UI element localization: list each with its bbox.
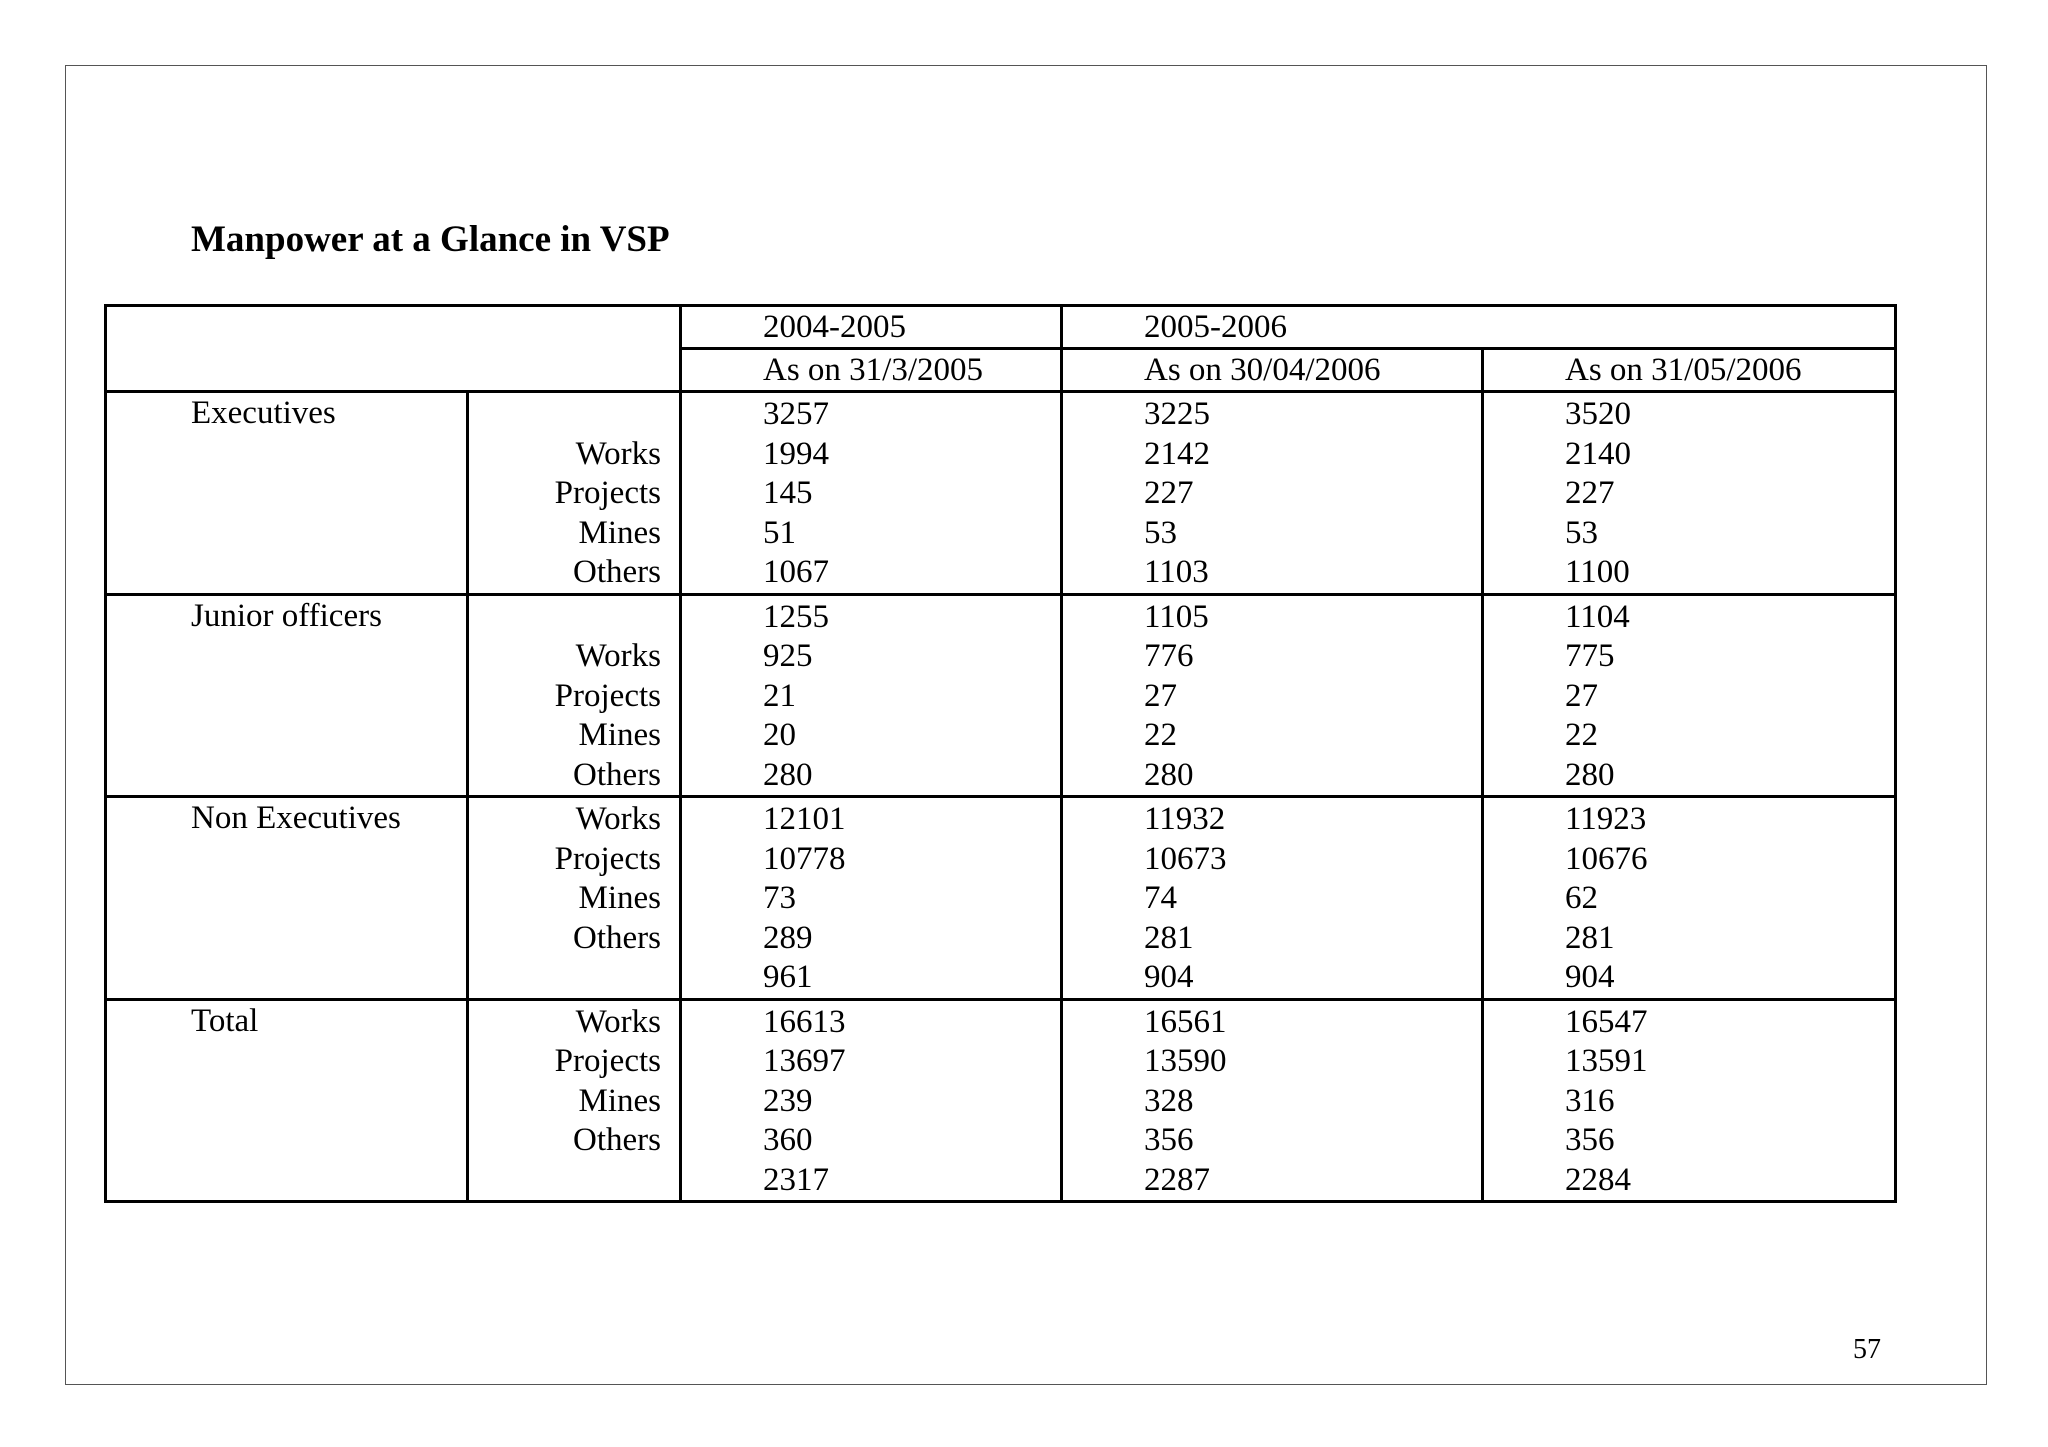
value: 20: [763, 717, 796, 753]
value: 16561: [1144, 1003, 1227, 1040]
subcategory-label: Projects: [554, 840, 661, 877]
value: 356: [1144, 1122, 1194, 1158]
value: 1994: [763, 435, 829, 472]
value: 51: [763, 514, 796, 551]
value: 328: [1144, 1082, 1194, 1119]
value: 2287: [1144, 1161, 1210, 1198]
subcategory-label: Mines: [578, 880, 661, 916]
value: 1067: [763, 554, 829, 590]
subcategory-label: [469, 395, 661, 435]
subcategory-label: Works: [575, 801, 661, 837]
header-row-years: [106, 306, 1896, 349]
value-cell-col3: [1483, 797, 1896, 1000]
value: 356: [1565, 1122, 1615, 1158]
manpower-table: [104, 304, 1897, 1203]
value: 10778: [763, 840, 846, 877]
value: 280: [763, 756, 813, 793]
subcategory-label: Projects: [554, 677, 661, 714]
value: 280: [1565, 756, 1615, 793]
value: 22: [1144, 717, 1177, 753]
value-cell-col1: [681, 999, 1062, 1202]
category-label: Junior officers: [106, 594, 468, 797]
category-label: Non Executives: [106, 797, 468, 1000]
header-blank-cell: [106, 306, 681, 392]
value: 281: [1565, 919, 1615, 956]
category-label: Total: [106, 999, 468, 1202]
subcategory-label: Others: [573, 554, 661, 590]
value-cell-col2: [1062, 594, 1483, 797]
value-cell-col3: [1483, 594, 1896, 797]
value: 360: [763, 1122, 813, 1158]
value-cell-col2: [1062, 999, 1483, 1202]
subcategory-cell: [468, 594, 681, 797]
value: 11932: [1144, 801, 1226, 837]
subcategory-label: [469, 1161, 661, 1201]
header-year-2004-2005: 2004-2005: [681, 306, 1062, 349]
value: 3225: [1144, 396, 1210, 432]
value: 11923: [1565, 801, 1647, 837]
value: 316: [1565, 1082, 1615, 1119]
subcategory-label: Projects: [554, 1043, 661, 1079]
subcategory-label: Others: [573, 919, 661, 956]
value-cell-col1: [681, 392, 1062, 595]
value: 1104: [1565, 598, 1630, 635]
value: 1255: [763, 598, 829, 635]
subcategory-cell: [468, 392, 681, 595]
subcategory-label: Works: [575, 1003, 661, 1040]
value: 961: [763, 959, 813, 995]
subcategory-label: Others: [573, 756, 661, 793]
subcategory-cell: [468, 797, 681, 1000]
value: 227: [1565, 475, 1615, 511]
value: 53: [1144, 514, 1177, 551]
value: 73: [763, 880, 796, 916]
value: 10676: [1565, 840, 1648, 877]
header-date-col2: As on 30/04/2006: [1062, 349, 1483, 392]
value: 1100: [1565, 554, 1630, 590]
table-row-group: [106, 392, 1896, 595]
page-title: Manpower at a Glance in VSP: [191, 219, 670, 260]
value: 1103: [1144, 554, 1209, 590]
subcategory-label: Mines: [578, 717, 661, 753]
value: 10673: [1144, 840, 1227, 877]
value: 289: [763, 919, 813, 956]
value-cell-col1: [681, 594, 1062, 797]
value: 227: [1144, 475, 1194, 511]
value: 13697: [763, 1043, 846, 1079]
value: 13591: [1565, 1043, 1648, 1079]
table-row-group: [106, 594, 1896, 797]
page-number: 57: [1853, 1334, 1881, 1365]
subcategory-label: Works: [575, 435, 661, 472]
value: 145: [763, 475, 813, 511]
subcategory-label: Works: [575, 638, 661, 674]
subcategory-label: Projects: [554, 475, 661, 511]
table-row-group: [106, 999, 1896, 1202]
value: 1105: [1144, 598, 1209, 635]
subcategory-label: [469, 958, 661, 998]
value: 53: [1565, 514, 1598, 551]
value-cell-col3: [1483, 999, 1896, 1202]
subcategory-label: Mines: [578, 514, 661, 551]
table-row-group: [106, 797, 1896, 1000]
value: 239: [763, 1082, 813, 1119]
value: 904: [1144, 959, 1194, 995]
value-cell-col1: [681, 797, 1062, 1000]
subcategory-label: Mines: [578, 1082, 661, 1119]
value-cell-col3: [1483, 392, 1896, 595]
value: 281: [1144, 919, 1194, 956]
header-date-col3: As on 31/05/2006: [1483, 349, 1896, 392]
header-date-col1: As on 31/3/2005: [681, 349, 1062, 392]
value: 22: [1565, 717, 1598, 753]
value: 27: [1144, 677, 1177, 714]
value: 12101: [763, 801, 846, 837]
header-year-2005-2006: 2005-2006: [1062, 306, 1896, 349]
value: 27: [1565, 677, 1598, 714]
value: 21: [763, 677, 796, 714]
value: 925: [763, 638, 813, 674]
value: 13590: [1144, 1043, 1227, 1079]
value: 3520: [1565, 396, 1631, 432]
subcategory-label: Others: [573, 1122, 661, 1158]
value: 3257: [763, 396, 829, 432]
value: 280: [1144, 756, 1194, 793]
value: 16547: [1565, 1003, 1648, 1040]
value: 2142: [1144, 435, 1210, 472]
category-label: Executives: [106, 392, 468, 595]
subcategory-label: [469, 598, 661, 638]
value: 2284: [1565, 1161, 1631, 1198]
value: 775: [1565, 638, 1615, 674]
value: 16613: [763, 1003, 846, 1040]
value: 62: [1565, 880, 1598, 916]
value: 904: [1565, 959, 1615, 995]
subcategory-cell: [468, 999, 681, 1202]
value: 2317: [763, 1161, 829, 1198]
value-cell-col2: [1062, 797, 1483, 1000]
value: 776: [1144, 638, 1194, 674]
value: 74: [1144, 880, 1177, 916]
value: 2140: [1565, 435, 1631, 472]
value-cell-col2: [1062, 392, 1483, 595]
